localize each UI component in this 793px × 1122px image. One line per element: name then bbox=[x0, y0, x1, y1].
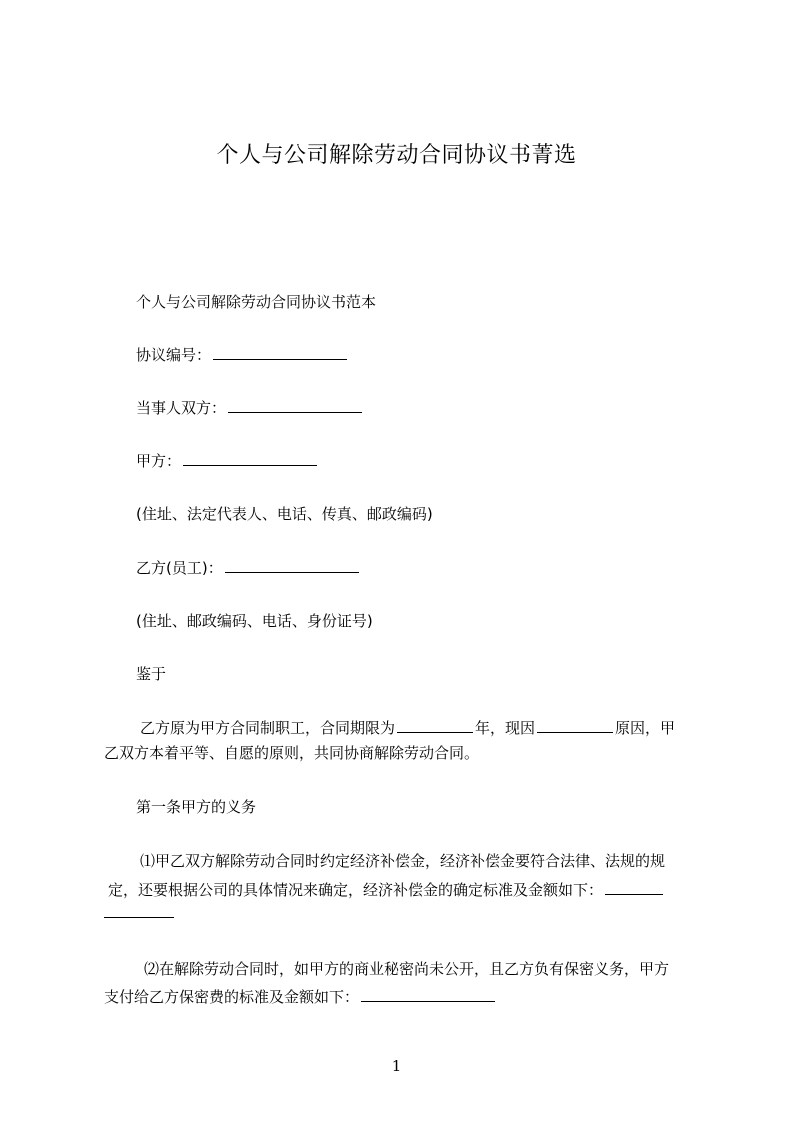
whereas-label: 鉴于 bbox=[136, 665, 167, 683]
paragraph-1-text-b: 年，现因 bbox=[475, 719, 536, 737]
confidentiality-fee-blank bbox=[361, 987, 495, 1002]
party-b-blank bbox=[225, 558, 359, 573]
agreement-number-label: 协议编号： bbox=[136, 346, 212, 364]
paragraph-1-text-c: 原因，甲 bbox=[615, 719, 676, 737]
paragraph-1-text-a: 乙方原为甲方合同制职工，合同期限为 bbox=[140, 719, 396, 737]
page-number: 1 bbox=[391, 1057, 402, 1075]
party-b-label: 乙方(员工)： bbox=[136, 559, 223, 577]
agreement-number-blank bbox=[213, 345, 347, 360]
item-1-line-1: ⑴甲乙双方解除劳动合同时约定经济补偿金，经济补偿金要符合法律、法规的规 bbox=[140, 852, 666, 870]
item-1-line-2 bbox=[108, 880, 665, 900]
paragraph-1-line-1 bbox=[140, 718, 675, 738]
item-2-line-1: ⑵在解除劳动合同时，如甲方的商业秘密尚未公开，且乙方负有保密义务，甲方 bbox=[144, 960, 670, 978]
agreement-number-row bbox=[136, 345, 349, 365]
party-a-label: 甲方： bbox=[136, 452, 182, 470]
compensation-blank-1 bbox=[605, 880, 663, 895]
item-1-line-3 bbox=[104, 903, 176, 923]
party-b-note: (住址、邮政编码、电话、身份证号) bbox=[136, 612, 373, 630]
document-title: 个人与公司解除劳动合同协议书菁选 bbox=[216, 143, 577, 168]
term-years-blank bbox=[397, 718, 473, 733]
reason-blank bbox=[537, 718, 613, 733]
item-1-text-b: 定，还要根据公司的具体情况来确定，经济补偿金的确定标准及金额如下： bbox=[108, 881, 604, 899]
parties-label: 当事人双方： bbox=[136, 399, 227, 417]
item-2-text-b: 支付给乙方保密费的标准及金额如下： bbox=[104, 988, 360, 1006]
parties-row bbox=[136, 398, 364, 418]
paragraph-1-line-2: 乙双方本着平等、自愿的原则，共同协商解除劳动合同。 bbox=[104, 744, 480, 762]
parties-blank bbox=[228, 398, 362, 413]
document-subtitle: 个人与公司解除劳动合同协议书范本 bbox=[136, 293, 377, 311]
party-b-row bbox=[136, 558, 361, 578]
article-1-heading: 第一条甲方的义务 bbox=[136, 798, 257, 816]
party-a-row bbox=[136, 451, 319, 471]
party-a-blank bbox=[183, 451, 317, 466]
party-a-note: (住址、法定代表人、电话、传真、邮政编码) bbox=[136, 505, 433, 523]
compensation-blank-2 bbox=[104, 903, 174, 918]
item-2-line-2 bbox=[104, 987, 497, 1007]
